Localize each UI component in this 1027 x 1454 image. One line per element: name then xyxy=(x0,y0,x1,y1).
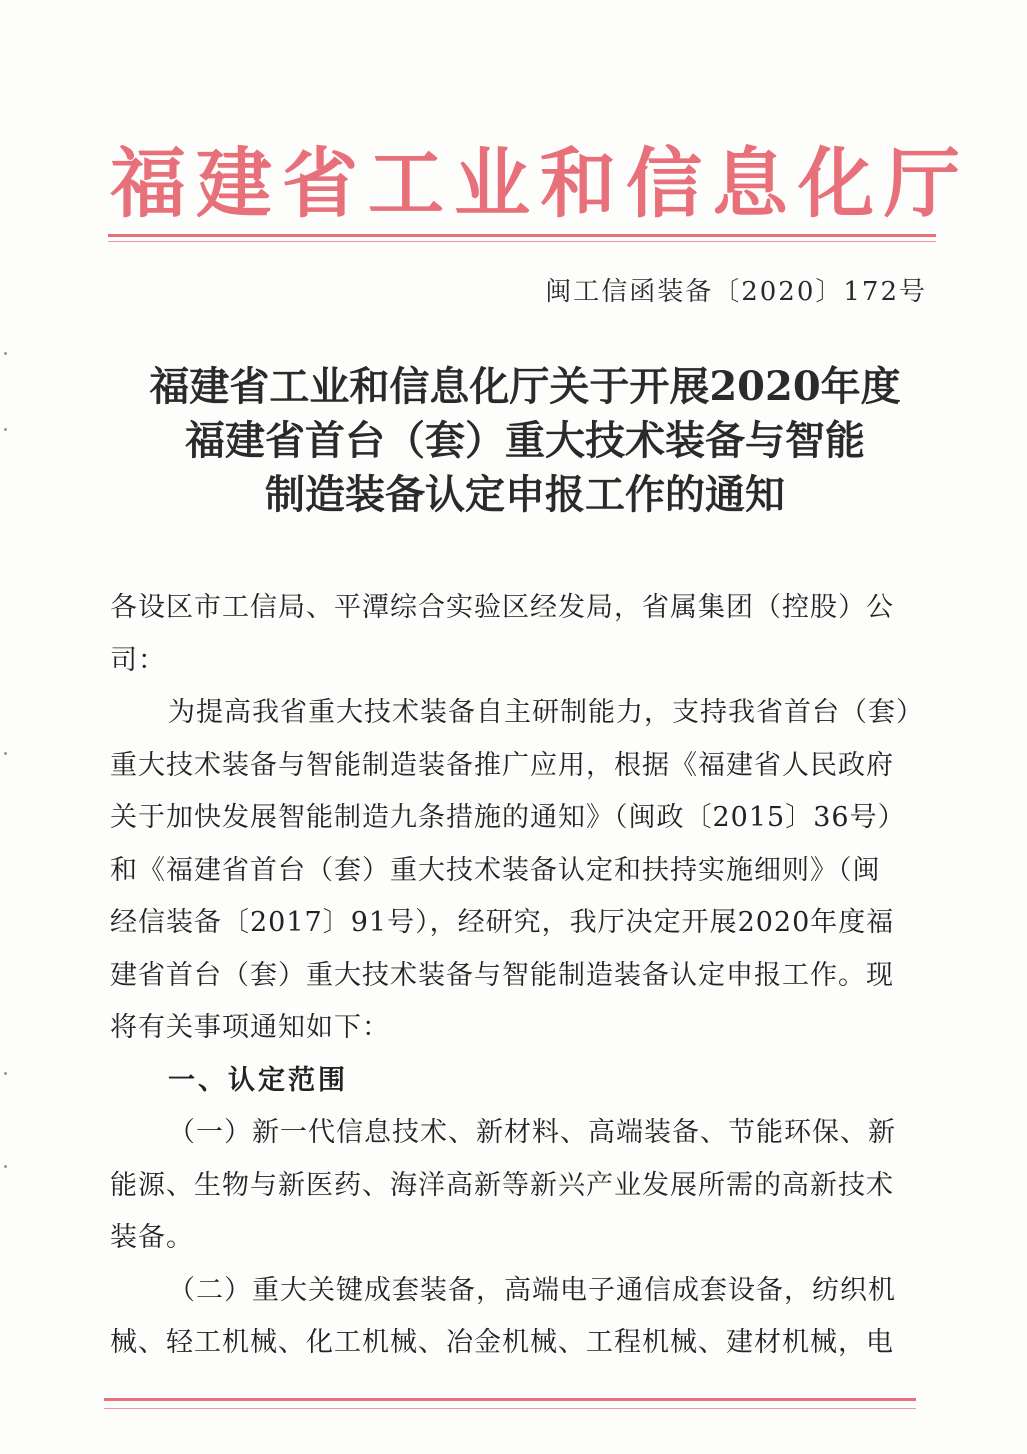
addressee-line-1: 各设区市工信局、平潭综合实验区经发局，省属集团（控股）公 xyxy=(110,592,894,623)
body-line: 能源、生物与新医药、海洋高新等新兴产业发展所需的高新技术 xyxy=(110,1169,894,1201)
scan-mark xyxy=(4,752,7,755)
issuer-masthead: 福建省工业和信息化厅 xyxy=(110,139,970,228)
body-line: 和《福建省首台（套）重大技术装备认定和扶持实施细则》（闽 xyxy=(110,854,881,886)
body-line: 装备。 xyxy=(110,1222,194,1253)
body-line: 重大技术装备与智能制造装备推广应用，根据《福建省人民政府 xyxy=(110,749,894,781)
body-line: （二）重大关键成套装备，高端电子通信成套设备，纺织机 xyxy=(168,1274,896,1306)
footer-red-rule-thin xyxy=(104,1408,916,1409)
document-body xyxy=(110,582,922,1370)
scan-mark xyxy=(4,428,7,431)
title-line-3: 制造装备认定申报工作的通知 xyxy=(265,471,785,518)
body-line: （一）新一代信息技术、新材料、高端装备、节能环保、新 xyxy=(168,1117,896,1148)
footer-red-rule xyxy=(104,1398,916,1401)
body-line: 为提高我省重大技术装备自主研制能力，支持我省首台（套） xyxy=(168,697,924,728)
body-line: 械、轻工机械、化工机械、冶金机械、工程机械、建材机械，电 xyxy=(110,1327,894,1358)
body-line: 经信装备〔2017〕91号），经研究，我厅决定开展2020年度福 xyxy=(110,907,895,938)
masthead-red-rule-thin xyxy=(108,241,936,242)
document-number: 闽工信函装备〔2020〕172号 xyxy=(545,277,927,307)
scan-mark xyxy=(4,352,7,355)
body-line: 建省首台（套）重大技术装备与智能制造装备认定申报工作。现 xyxy=(110,959,894,991)
addressee-line-2: 司： xyxy=(110,644,166,676)
masthead-red-rule xyxy=(108,234,936,237)
title-line-1: 福建省工业和信息化厅关于开展2020年度 xyxy=(149,363,901,410)
body-line: 将有关事项通知如下： xyxy=(110,1012,390,1043)
title-line-2: 福建省首台（套）重大技术装备与智能 xyxy=(185,417,865,464)
document-title xyxy=(110,360,940,522)
scan-mark xyxy=(4,1072,7,1075)
section-heading: 一、认定范围 xyxy=(168,1064,348,1096)
body-line: 关于加快发展智能制造九条措施的通知》（闽政〔2015〕36号） xyxy=(110,802,906,833)
scan-mark xyxy=(4,1165,7,1168)
